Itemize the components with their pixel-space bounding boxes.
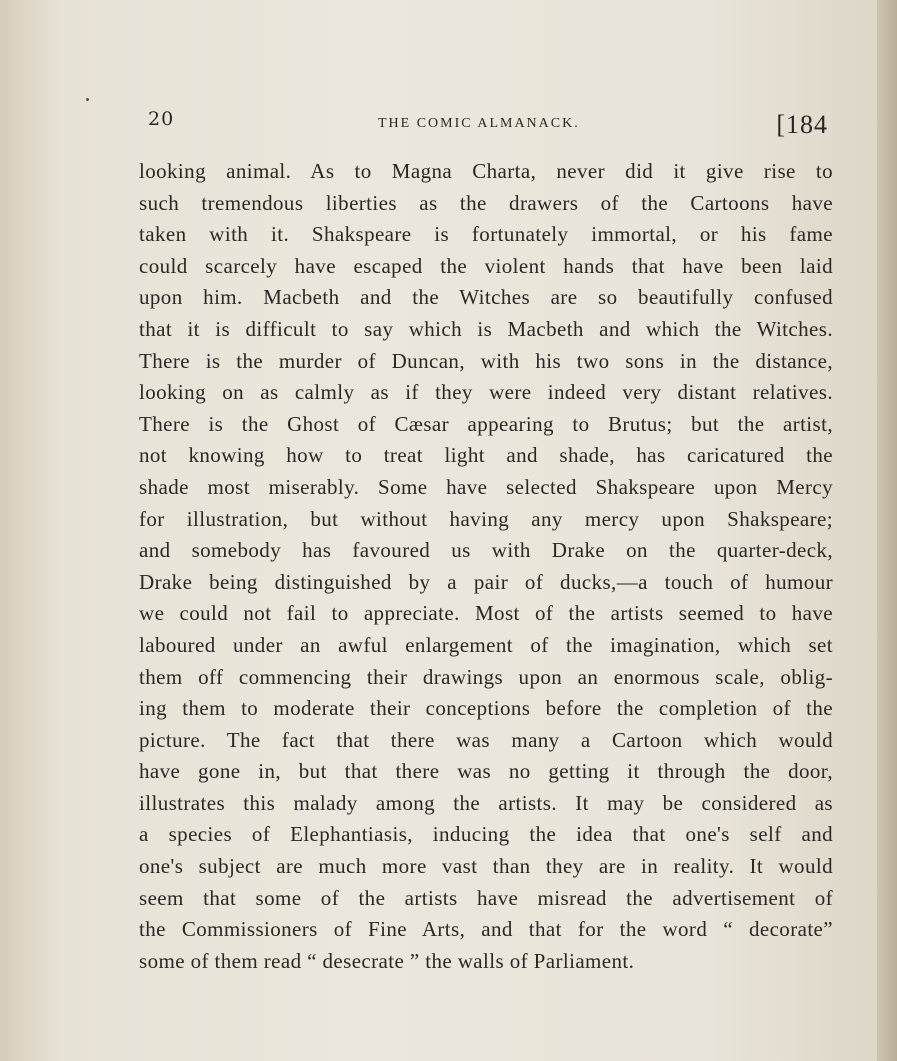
page-edge — [877, 0, 897, 1061]
text-line: a species of Elephantiasis, inducing the idea that one's self and — [139, 822, 833, 847]
text-line: looking animal. As to Magna Charta, never did it give rise to — [139, 159, 833, 183]
text-line: not knowing how to treat light and shade, has caricatured the — [139, 443, 833, 468]
text-line: seem that some of the artists have misread the advertisement of — [139, 885, 833, 910]
running-title: THE COMIC ALMANACK. — [378, 116, 580, 131]
text-line: could scarcely have escaped the violent hands that have been laid — [139, 253, 833, 278]
text-line: such tremendous liberties as the drawers of the Cartoons have — [139, 190, 833, 215]
text-line: have gone in, but that there was no getting it through the door, — [139, 759, 833, 784]
text-line: them off commencing their drawings upon an enormous scale, oblig- — [139, 664, 833, 689]
body-text — [139, 156, 833, 977]
text-line: upon him. Macbeth and the Witches are so beautifully confused — [139, 285, 833, 310]
text-line: Drake being distinguished by a pair of ducks,—a touch of humour — [139, 569, 833, 594]
page-header — [138, 100, 828, 140]
ink-fleck — [86, 98, 89, 101]
text-line: There is the Ghost of Cæsar appearing to Brutus; but the artist, — [139, 411, 833, 436]
text-line: and somebody has favoured us with Drake on the quarter-deck, — [139, 538, 833, 563]
text-line: that it is difficult to say which is Macbeth and which the Witches. — [139, 316, 833, 341]
text-line: one's subject are much more vast than they are in reality. It would — [139, 854, 833, 879]
text-line: looking on as calmly as if they were indeed very distant relatives. — [139, 380, 833, 405]
text-line: for illustration, but without having any mercy upon Shakspeare; — [139, 506, 833, 531]
folio-number: [184 — [776, 110, 828, 139]
text-line: ing them to moderate their conceptions before the completion of the — [139, 696, 833, 721]
text-line: we could not fail to appreciate. Most of the artists seemed to have — [139, 601, 833, 626]
text-line: laboured under an awful enlargement of the imagination, which set — [139, 632, 833, 657]
text-line: shade most miserably. Some have selected Shakspeare upon Mercy — [139, 474, 833, 499]
book-page — [8, 0, 880, 1061]
text-line: taken with it. Shakspeare is fortunately immortal, or his fame — [139, 222, 833, 247]
text-line: picture. The fact that there was many a Cartoon which would — [139, 727, 833, 752]
text-line: There is the murder of Duncan, with his two sons in the distance, — [139, 348, 833, 373]
text-line: illustrates this malady among the artists. It may be considered as — [139, 790, 833, 815]
page-number: 20 — [148, 108, 175, 130]
text-line: some of them read “ desecrate ” the walls of Parliament. — [139, 948, 635, 973]
text-line: the Commissioners of Fine Arts, and that for the word “ decorate” — [139, 917, 833, 942]
